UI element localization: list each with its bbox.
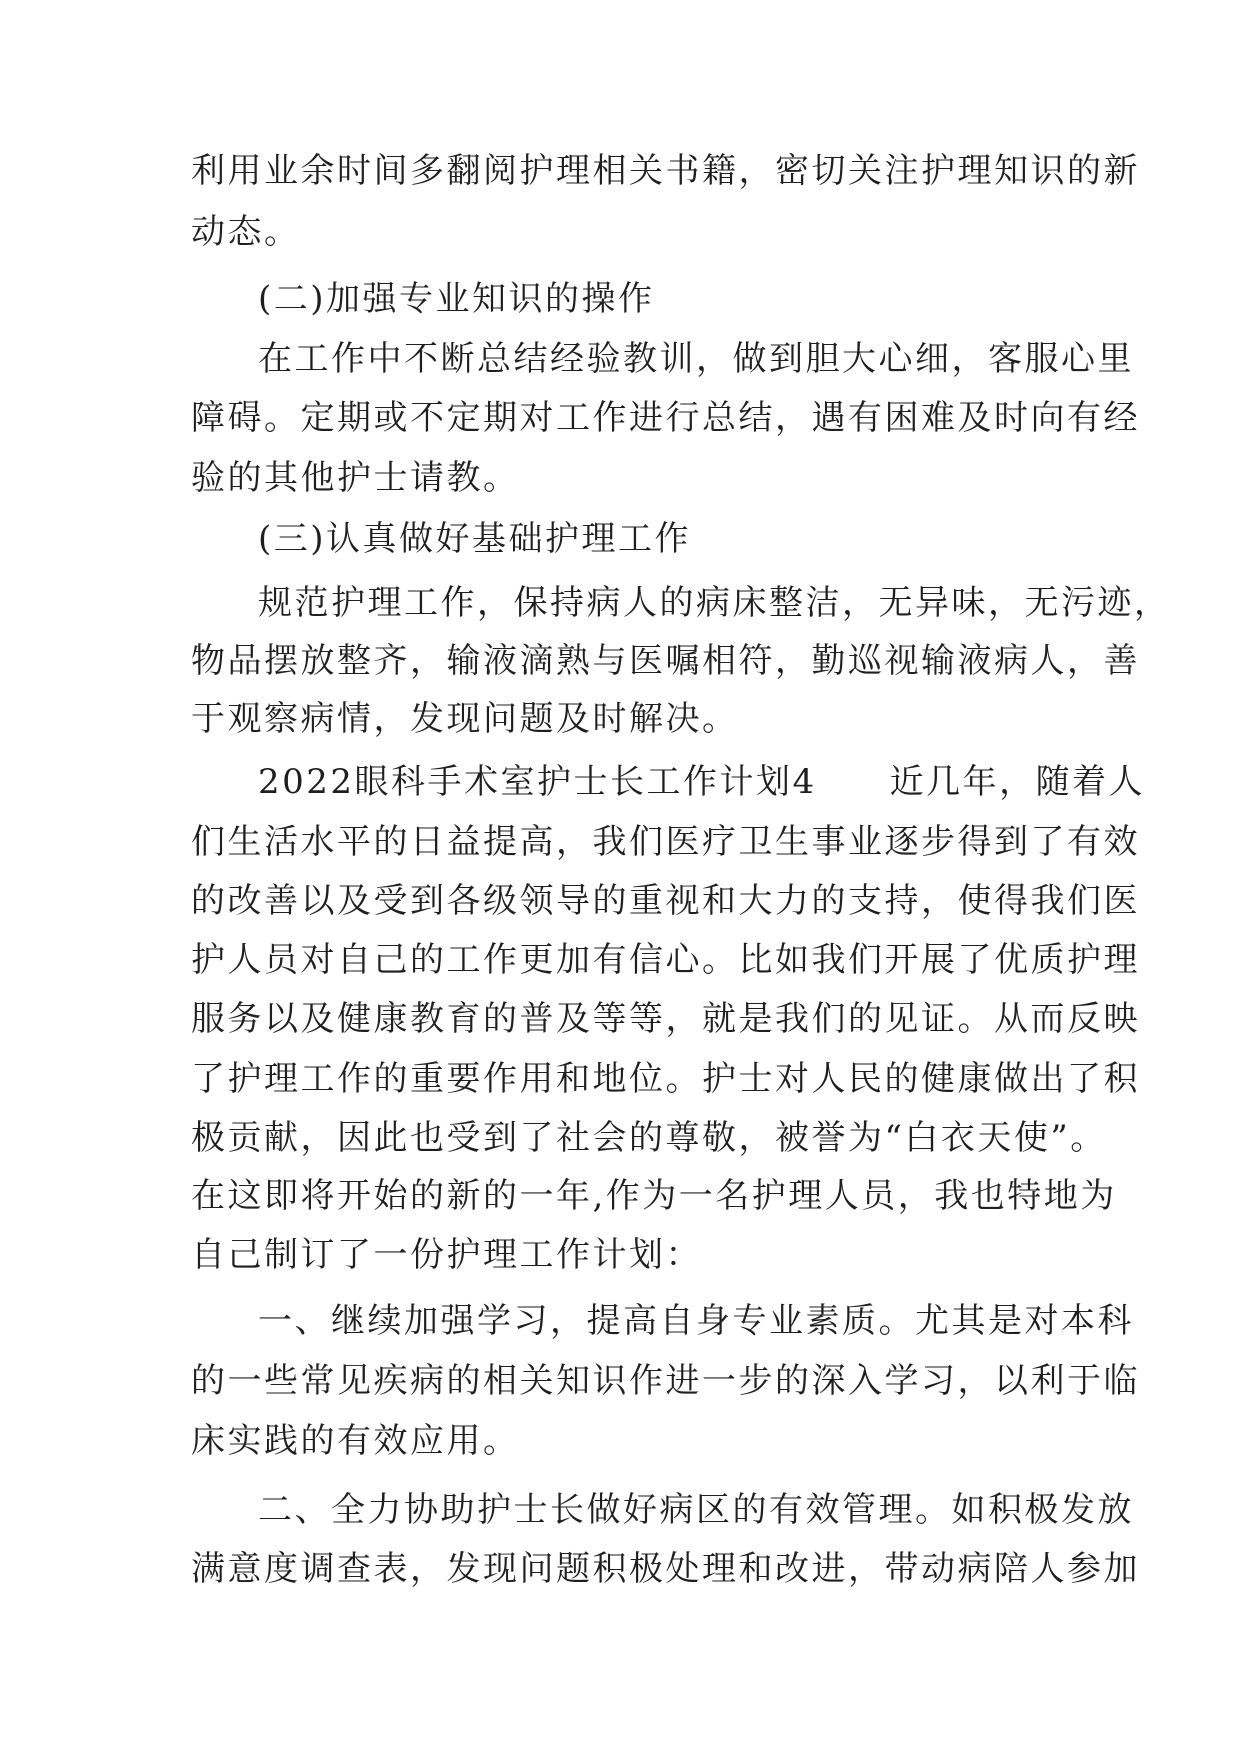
text-line: 在工作中不断总结经验教训，做到胆大心细，客服心里 bbox=[258, 339, 1134, 379]
text-line: 一、继续加强学习，提高自身专业素质。尤其是对本科 bbox=[258, 1301, 1134, 1341]
text-line: 物品摆放整齐，输液滴熟与医嘱相符，勤巡视输液病人，善 bbox=[191, 641, 1140, 681]
text-line: 服务以及健康教育的普及等等，就是我们的见证。从而反映 bbox=[191, 999, 1140, 1039]
text-line: 床实践的有效应用。 bbox=[191, 1421, 520, 1461]
text-line: 护人员对自己的工作更加有信心。比如我们开展了优质护理 bbox=[191, 940, 1140, 980]
text-line: 动态。 bbox=[191, 212, 301, 252]
text-line: 在这即将开始的新的一年,作为一名护理人员，我也特地为 bbox=[191, 1176, 1117, 1216]
text-line: 验的其他护士请教。 bbox=[191, 458, 520, 498]
section-heading: (二)加强专业知识的操作 bbox=[258, 279, 655, 319]
text-line: 2022眼科手术室护士长工作计划4 近几年，随着人 bbox=[258, 762, 1146, 802]
text-line: 二、全力协助护士长做好病区的有效管理。如积极发放 bbox=[258, 1490, 1134, 1530]
text-line: 极贡献，因此也受到了社会的尊敬，被誉为“白衣天使”。 bbox=[191, 1118, 1107, 1158]
text-line: 于观察病情，发现问题及时解决。 bbox=[191, 699, 739, 739]
text-line: 的一些常见疾病的相关知识作进一步的深入学习，以利于临 bbox=[191, 1361, 1140, 1401]
text-line: 的改善以及受到各级领导的重视和大力的支持，使得我们医 bbox=[191, 881, 1140, 921]
text-line: 障碍。定期或不定期对工作进行总结，遇有困难及时向有经 bbox=[191, 398, 1140, 438]
text-line: 满意度调查表，发现问题积极处理和改进，带动病陪人参加 bbox=[191, 1549, 1140, 1589]
text-line: 利用业余时间多翻阅护理相关书籍，密切关注护理知识的新 bbox=[191, 151, 1140, 191]
section-heading: (三)认真做好基础护理工作 bbox=[258, 519, 692, 559]
text-line: 了护理工作的重要作用和地位。护士对人民的健康做出了积 bbox=[191, 1059, 1140, 1099]
text-line: 们生活水平的日益提高，我们医疗卫生事业逐步得到了有效 bbox=[191, 822, 1140, 862]
text-line: 自己制订了一份护理工作计划： bbox=[191, 1235, 702, 1275]
text-line: 规范护理工作，保持病人的病床整洁，无异味，无污迹， bbox=[258, 583, 1171, 623]
